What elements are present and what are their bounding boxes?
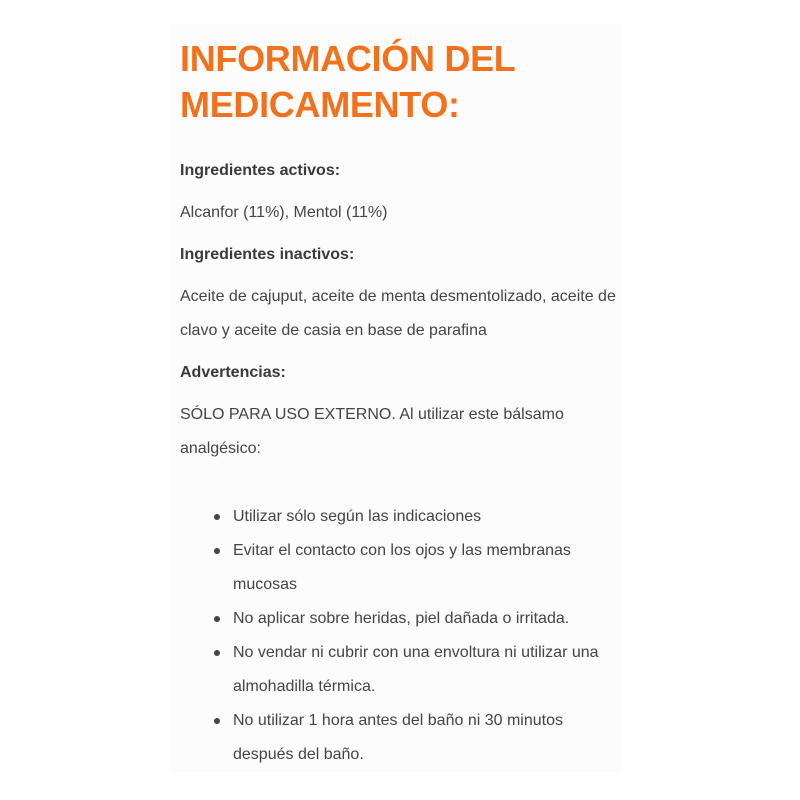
- warnings-intro-text: SÓLO PARA USO EXTERNO. Al utilizar este bálsamo analgésico:: [180, 406, 564, 457]
- warning-item-text: Evitar el contacto con los ojos y las membranas mucosas: [233, 542, 571, 593]
- warning-item-text: No utilizar 1 hora antes del baño ni 30 minutos después del baño.: [233, 712, 563, 763]
- warning-item: [233, 636, 620, 704]
- bullet-dot-icon: [214, 514, 220, 520]
- warning-item: [233, 534, 620, 602]
- warnings-list: [180, 500, 620, 772]
- warning-item: [233, 602, 620, 636]
- medication-info: [180, 150, 620, 772]
- inactive-ingredients-text: Aceite de cajuput, aceite de menta desmentolizado, aceite de clavo y aceite de casia en base de parafina: [180, 288, 616, 339]
- warning-item-text: No vendar ni cubrir con una envoltura ni utilizar una almohadilla térmica.: [233, 644, 599, 695]
- bullet-dot-icon: [214, 616, 220, 622]
- bullet-dot-icon: [214, 650, 220, 656]
- active-ingredients-text: Alcanfor (11%), Mentol (11%): [180, 204, 388, 221]
- page-title: INFORMACIÓN DEL MEDICAMENTO:: [180, 38, 515, 125]
- active-ingredients-heading: Ingredientes activos:: [180, 162, 341, 179]
- bullet-dot-icon: [214, 718, 220, 724]
- warning-item-text: No aplicar sobre heridas, piel dañada o irritada.: [233, 610, 570, 627]
- inactive-ingredients-heading: Ingredientes inactivos:: [180, 246, 355, 263]
- warning-item: [233, 704, 620, 772]
- warning-item: [233, 500, 620, 534]
- warnings-heading: Advertencias:: [180, 364, 286, 381]
- warning-item-text: Utilizar sólo según las indicaciones: [233, 508, 482, 525]
- bullet-dot-icon: [214, 548, 220, 554]
